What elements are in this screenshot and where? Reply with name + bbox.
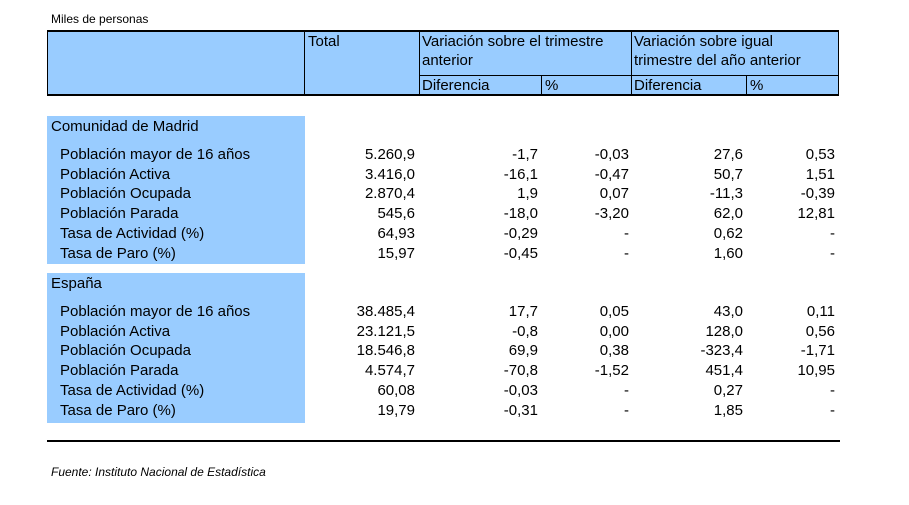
table-bottom-rule bbox=[47, 440, 840, 442]
header-divider bbox=[631, 30, 632, 96]
cell-p2: 10,95 bbox=[797, 362, 835, 380]
header-diff1: Diferencia bbox=[422, 77, 490, 94]
cell-d2: -323,4 bbox=[700, 342, 743, 360]
cell-total: 18.546,8 bbox=[356, 342, 415, 360]
section-title: España bbox=[51, 275, 102, 292]
cell-p1: 0,00 bbox=[599, 322, 629, 340]
cell-p2: - bbox=[830, 401, 835, 419]
section-title: Comunidad de Madrid bbox=[51, 118, 199, 135]
header-divider bbox=[47, 30, 48, 96]
cell-p1: -0,03 bbox=[594, 146, 629, 163]
cell-d1: -16,1 bbox=[503, 165, 538, 183]
header-group1-line2: anterior bbox=[422, 52, 473, 69]
table-row bbox=[0, 184, 909, 204]
table-row bbox=[0, 302, 909, 322]
cell-label: Población Ocupada bbox=[60, 342, 191, 360]
cell-d1: 69,9 bbox=[508, 342, 538, 360]
cell-p2: 12,81 bbox=[797, 205, 835, 223]
cell-total: 5.260,9 bbox=[364, 146, 415, 163]
header-divider bbox=[541, 75, 542, 96]
cell-label: Tasa de Actividad (%) bbox=[60, 381, 205, 399]
cell-total: 64,93 bbox=[377, 224, 415, 242]
header-pct2: % bbox=[750, 77, 764, 94]
header-divider bbox=[304, 30, 305, 96]
table-row bbox=[0, 341, 909, 361]
cell-p1: - bbox=[624, 401, 629, 419]
cell-d1: 17,7 bbox=[508, 303, 538, 320]
cell-total: 23.121,5 bbox=[356, 322, 415, 340]
table-row bbox=[0, 224, 909, 244]
cell-label: Tasa de Paro (%) bbox=[60, 401, 176, 419]
cell-p1: - bbox=[624, 224, 629, 242]
cell-p1: 0,07 bbox=[599, 185, 629, 203]
cell-d2: 27,6 bbox=[713, 146, 743, 163]
cell-label: Población Activa bbox=[60, 322, 171, 340]
cell-d2: 62,0 bbox=[713, 205, 743, 223]
cell-d1: -0,8 bbox=[512, 322, 538, 340]
cell-d1: -18,0 bbox=[503, 205, 538, 223]
cell-p2: 0,11 bbox=[806, 303, 835, 320]
cell-p2: - bbox=[830, 244, 835, 262]
cell-total: 15,97 bbox=[377, 244, 415, 262]
cell-total: 3.416,0 bbox=[364, 165, 415, 183]
table-row bbox=[0, 204, 909, 224]
header-group2-line2: trimestre del año anterior bbox=[634, 52, 801, 69]
header-divider bbox=[419, 30, 420, 96]
cell-d1: -0,31 bbox=[503, 401, 538, 419]
cell-d1: -0,29 bbox=[503, 224, 538, 242]
header-group1-line1: Variación sobre el trimestre bbox=[422, 33, 604, 50]
cell-d2: -11,3 bbox=[709, 185, 743, 203]
cell-label: Tasa de Actividad (%) bbox=[60, 224, 205, 242]
cell-total: 545,6 bbox=[377, 205, 415, 223]
cell-total: 2.870,4 bbox=[364, 185, 415, 203]
cell-d2: 451,4 bbox=[705, 362, 743, 380]
cell-p1: -3,20 bbox=[594, 205, 629, 223]
cell-label: Población mayor de 16 años bbox=[60, 303, 251, 320]
table-row bbox=[0, 361, 909, 381]
cell-d2: 0,62 bbox=[713, 224, 743, 242]
header-diff2: Diferencia bbox=[634, 77, 702, 94]
cell-p2: 0,56 bbox=[805, 322, 835, 340]
cell-label: Población Parada bbox=[60, 362, 179, 380]
cell-p2: -0,39 bbox=[800, 185, 835, 203]
cell-label: Población mayor de 16 años bbox=[60, 146, 251, 163]
table-row bbox=[0, 145, 909, 165]
cell-p2: - bbox=[830, 224, 835, 242]
header-pct1: % bbox=[545, 77, 559, 94]
cell-total: 19,79 bbox=[377, 401, 415, 419]
cell-d1: -1,7 bbox=[512, 146, 538, 163]
header-divider bbox=[746, 75, 747, 96]
units-note: Miles de personas bbox=[51, 12, 149, 26]
cell-d2: 1,60 bbox=[713, 244, 743, 262]
table-row bbox=[0, 381, 909, 401]
cell-d2: 0,27 bbox=[713, 381, 743, 399]
table-row bbox=[0, 322, 909, 342]
cell-total: 4.574,7 bbox=[364, 362, 415, 380]
cell-p2: 0,53 bbox=[805, 146, 835, 163]
cell-p1: - bbox=[624, 244, 629, 262]
cell-p2: 1,51 bbox=[805, 165, 835, 183]
table-row bbox=[0, 401, 909, 421]
cell-total: 60,08 bbox=[377, 381, 415, 399]
header-total: Total bbox=[308, 33, 340, 50]
cell-label: Población Activa bbox=[60, 165, 171, 183]
cell-d2: 43,0 bbox=[713, 303, 743, 320]
cell-d1: -0,45 bbox=[503, 244, 538, 262]
cell-label: Población Parada bbox=[60, 205, 179, 223]
cell-p2: - bbox=[830, 381, 835, 399]
cell-d1: -70,8 bbox=[503, 362, 538, 380]
cell-p1: 0,05 bbox=[599, 303, 629, 320]
table-row bbox=[0, 244, 909, 264]
cell-p1: -1,52 bbox=[594, 362, 629, 380]
cell-p1: - bbox=[624, 381, 629, 399]
cell-p2: -1,71 bbox=[800, 342, 835, 360]
cell-label: Población Ocupada bbox=[60, 185, 191, 203]
cell-p1: -0,47 bbox=[594, 165, 629, 183]
table-row bbox=[0, 165, 909, 185]
cell-d1: -0,03 bbox=[503, 381, 538, 399]
cell-label: Tasa de Paro (%) bbox=[60, 244, 176, 262]
cell-d2: 128,0 bbox=[705, 322, 743, 340]
cell-p1: 0,38 bbox=[599, 342, 629, 360]
cell-d2: 1,85 bbox=[713, 401, 743, 419]
cell-d2: 50,7 bbox=[713, 165, 743, 183]
source-note: Fuente: Instituto Nacional de Estadística bbox=[51, 465, 266, 479]
header-divider bbox=[838, 30, 839, 96]
header-group2-line1: Variación sobre igual bbox=[634, 33, 773, 50]
cell-total: 38.485,4 bbox=[356, 303, 415, 320]
cell-d1: 1,9 bbox=[517, 185, 538, 203]
